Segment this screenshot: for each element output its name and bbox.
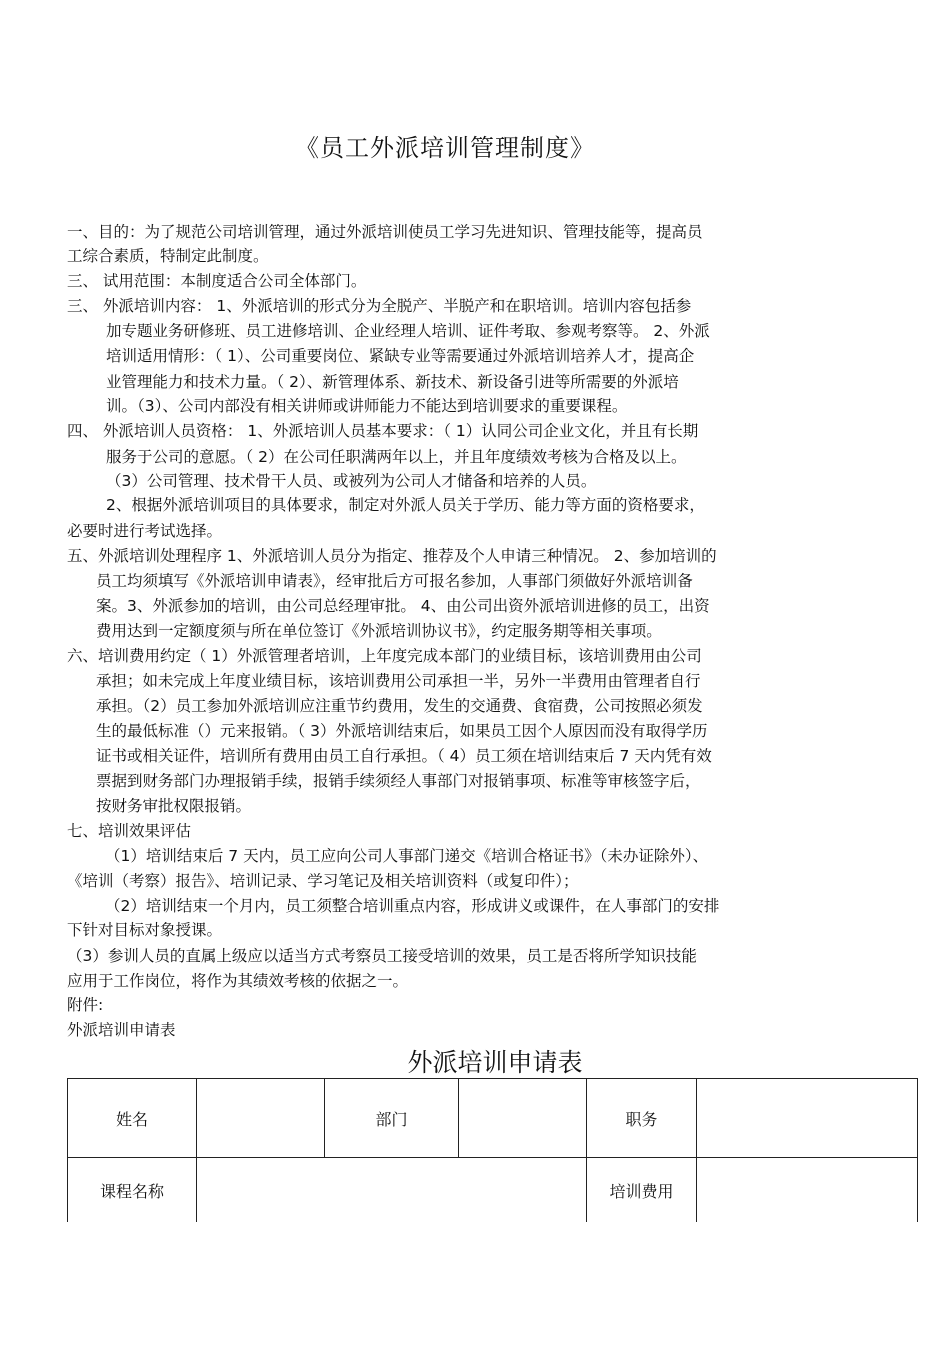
text-line: 一、目的：为了规范公司培训管理，通过外派培训使员工学习先进知识、管理技能等，提高员 (67, 223, 703, 241)
text-line: 2、根据外派培训项目的具体要求，制定对外派人员关于学历、能力等方面的资格要求， (106, 496, 705, 514)
department-label: 部门 (325, 1079, 459, 1158)
text-line: 附件: (67, 996, 104, 1014)
text-line: 证书或相关证件，培训所有费用由员工自行承担。（ 4）员工须在培训结束后 7 天内凭有效 (96, 747, 712, 765)
text-line: （1）培训结束后 7 天内，员工应向公司人事部门递交《培训合格证书》（未办证除外）、 (105, 847, 709, 865)
text-line: 员工均须填写《外派培训申请表》，经审批后方可报名参加，人事部门须做好外派培训备 (96, 572, 693, 590)
text-line: 《培训（考察）报告》、培训记录、学习笔记及相关培训资料（或复印件）； (67, 872, 579, 890)
text-line: 业管理能力和技术力量。（ 2）、新管理体系、新技术、新设备引进等所需要的外派培 (106, 373, 679, 391)
name-field[interactable] (197, 1079, 325, 1158)
form-title: 外派培训申请表 (407, 1048, 583, 1077)
application-form-table (67, 1078, 918, 1222)
text-line: 三、 外派培训内容： 1、外派培训的形式分为全脱产、半脱产和在职培训。培训内容包括参 (67, 297, 692, 315)
document-title: 《员工外派培训管理制度》 (295, 134, 595, 162)
course-name-label: 课程名称 (68, 1158, 197, 1223)
text-line: 费用达到一定额度须与所在单位签订《外派培训协议书》，约定服务期等相关事项。 (96, 622, 662, 640)
text-line: 下针对目标对象授课。 (67, 921, 223, 939)
text-line: 五、外派培训处理程序 1、外派培训人员分为指定、推荐及个人申请三种情况。 2、参加培训的 (67, 547, 717, 565)
position-label: 职务 (587, 1079, 697, 1158)
name-label: 姓名 (68, 1079, 197, 1158)
text-line: 服务于公司的意愿。（ 2）在公司任职满两年以上，并且年度绩效考核为合格及以上。 (106, 448, 687, 466)
text-line: 七、培训效果评估 (67, 822, 192, 840)
text-line: 培训适用情形：（ 1）、公司重要岗位、紧缺专业等需要通过外派培训培养人才，提高企 (106, 347, 695, 365)
text-line: 按财务审批权限报销。 (96, 797, 252, 815)
text-line: 工综合素质，特制定此制度。 (67, 247, 269, 265)
text-line: （3）参训人员的直属上级应以适当方式考察员工接受培训的效果，员工是否将所学知识技能 (67, 947, 697, 965)
training-fee-label: 培训费用 (587, 1158, 697, 1223)
course-name-field[interactable] (197, 1158, 587, 1223)
text-line: 承担；如未完成上年度业绩目标，该培训费用公司承担一半，另外一半费用由管理者自行 (96, 672, 701, 690)
text-line: 四、 外派培训人员资格： 1、外派培训人员基本要求：（ 1）认同公司企业文化，并且有长期 (67, 422, 699, 440)
text-line: 加专题业务研修班、员工进修培训、企业经理人培训、证件考取、参观考察等。 2、外派 (106, 322, 710, 340)
text-line: 外派培训申请表 (67, 1021, 176, 1039)
text-line: 训。（3）、公司内部没有相关讲师或讲师能力不能达到培训要求的重要课程。 (106, 397, 628, 415)
text-line: 案。3、外派参加的培训，由公司总经理审批。 4、由公司出资外派培训进修的员工，出资 (96, 597, 710, 615)
text-line: 六、培训费用约定（ 1）外派管理者培训，上年度完成本部门的业绩目标，该培训费用由公司 (67, 647, 702, 665)
text-line: 生的最低标准（）元来报销。（ 3）外派培训结束后，如果员工因个人原因而没有取得学历 (96, 722, 708, 740)
text-line: （3）公司管理、技术骨干人员、或被列为公司人才储备和培养的人员。 (106, 472, 597, 490)
text-line: 必要时进行考试选择。 (67, 522, 223, 540)
text-line: 应用于工作岗位，将作为其绩效考核的依据之一。 (67, 972, 409, 990)
text-line: 三、 试用范围：本制度适合公司全体部门。 (67, 272, 367, 290)
text-line: （2）培训结束一个月内，员工须整合培训重点内容，形成讲义或课件，在人事部门的安排 (105, 897, 720, 915)
position-field[interactable] (697, 1079, 918, 1158)
training-fee-field[interactable] (697, 1158, 918, 1223)
department-field[interactable] (459, 1079, 587, 1158)
text-line: 承担。（2）员工参加外派培训应注重节约费用，发生的交通费、食宿费，公司按照必须发 (96, 697, 703, 715)
text-line: 票据到财务部门办理报销手续，报销手续须经人事部门对报销事项、标准等审核签字后， (96, 772, 701, 790)
